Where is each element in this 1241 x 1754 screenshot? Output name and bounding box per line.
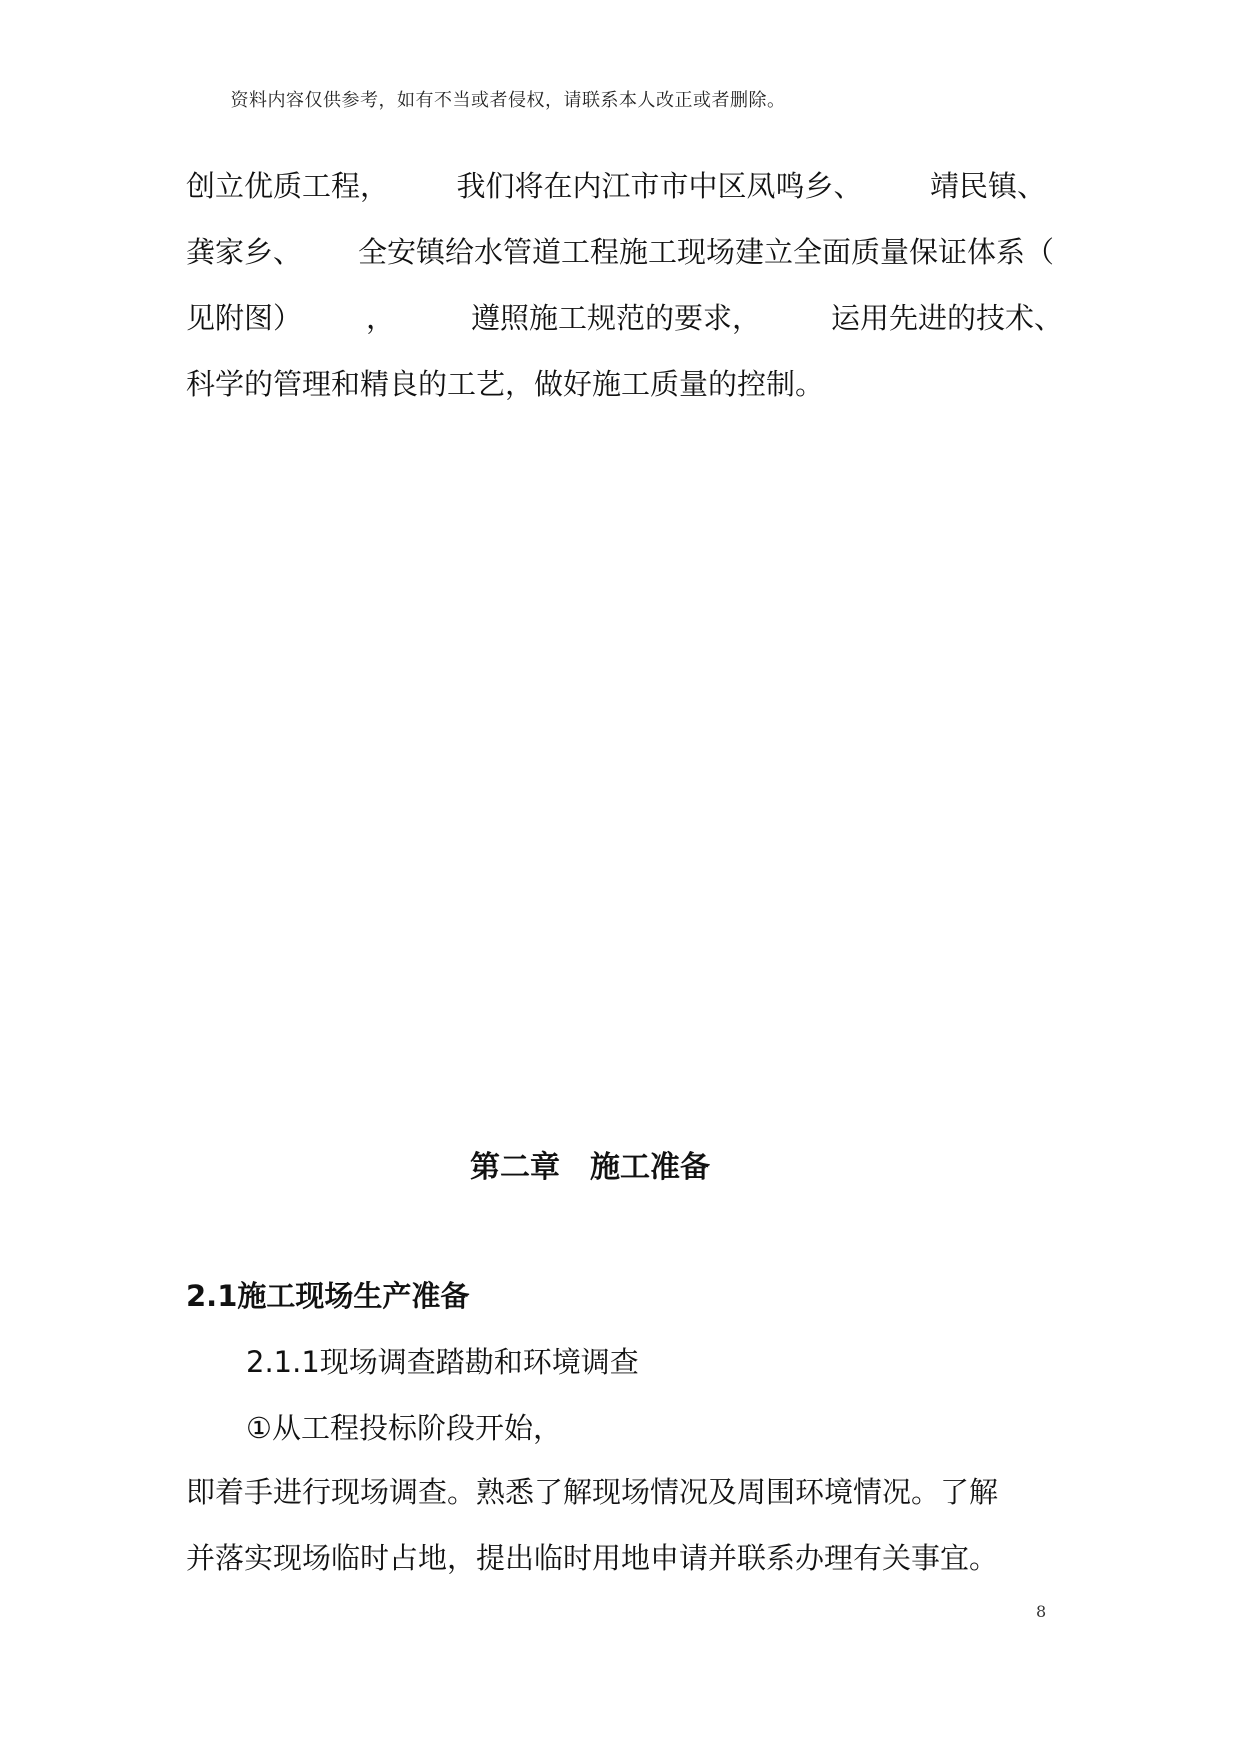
text-segment: 我们将在内江市市中区凤鸣乡、 (456, 169, 863, 203)
text-segment: 运用先进的技术、 (831, 301, 1064, 335)
text-segment: 靖民镇、 (929, 169, 1046, 203)
text-segment: 创立优质工程， (186, 169, 390, 203)
paragraph-1-line-4: 科学的管理和精良的工艺，做好施工质量的控制。 (186, 367, 825, 401)
page-number: 8 (1036, 1602, 1047, 1621)
text-segment: 遵照施工规范的要求， (471, 301, 762, 335)
list-item: ①从工程投标阶段开始， (246, 1411, 562, 1445)
text-segment: 龚家乡、 (186, 235, 303, 269)
header-disclaimer: 资料内容仅供参考，如有不当或者侵权，请联系本人改正或者删除。 (230, 90, 786, 111)
paragraph-2-line-1: 即着手进行现场调查。熟悉了解现场情况及周围环境情况。了解 (186, 1475, 999, 1509)
text-segment: ， (366, 301, 396, 335)
paragraph-1-line-3 (186, 298, 1064, 338)
text-segment: 全安镇给水管道工程施工现场建立全面质量保证体系（ (358, 235, 1055, 269)
paragraph-1-line-2 (186, 232, 1055, 272)
paragraph-1-line-1 (186, 166, 1046, 206)
section-heading: 2.1施工现场生产准备 (186, 1279, 470, 1313)
subsection-heading: 2.1.1现场调查踏勘和环境调查 (246, 1345, 639, 1379)
text-segment: 见附图） (186, 301, 303, 335)
chapter-title: 第二章 施工准备 (470, 1150, 710, 1185)
paragraph-2-line-2: 并落实现场临时占地，提出临时用地申请并联系办理有关事宜。 (186, 1541, 999, 1575)
